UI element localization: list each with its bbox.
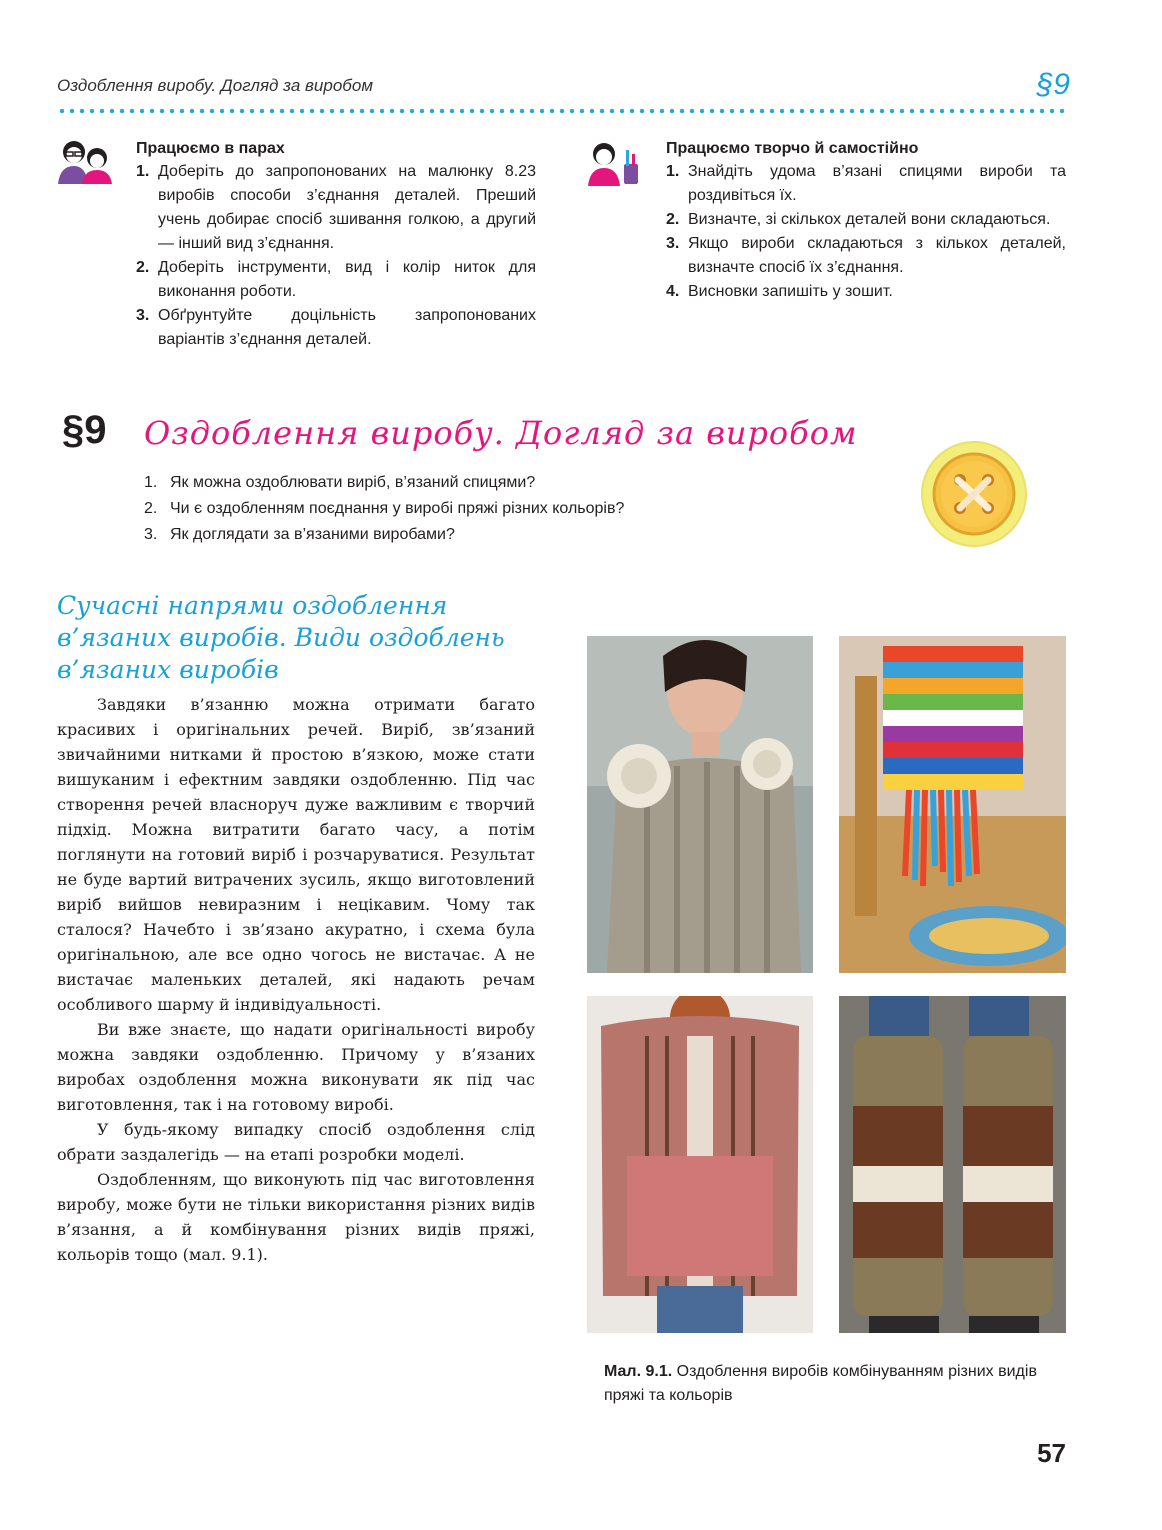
paragraph: Оздобленням, що виконують під час виготовлення виробу, може бути не тільки використання різних видів в’язання, а й комбінування різних видів пряжі, кольорів тощо (мал. 9.1). bbox=[57, 1170, 535, 1264]
photo-striped-scarf bbox=[839, 636, 1066, 973]
solo-task-box bbox=[666, 140, 1066, 304]
figure-caption-text: Оздоблення виробів комбінуванням різних видів пряжі та кольорів bbox=[604, 1363, 1037, 1404]
photo-leg-warmers bbox=[839, 996, 1066, 1333]
item-number: 3. bbox=[136, 307, 150, 324]
item-number: 1. bbox=[666, 163, 680, 180]
item-number: 2. bbox=[136, 259, 150, 276]
item-text: Визначте, зі скількох деталей вони складаються. bbox=[688, 211, 1051, 228]
list-item bbox=[666, 280, 1066, 304]
item-text: Висновки запишіть у зошит. bbox=[688, 283, 893, 300]
running-header-title: Оздоблення виробу. Догляд за виробом bbox=[57, 76, 373, 95]
item-text: Якщо вироби складаються з кількох деталей, визначте спосіб їх з’єднання. bbox=[688, 235, 1066, 276]
body-text bbox=[57, 692, 535, 1267]
pair-work-icon bbox=[56, 138, 116, 184]
section-number: §9 bbox=[62, 408, 107, 452]
item-text: Доберіть інструменти, вид і колір ниток для виконання роботи. bbox=[158, 259, 536, 300]
paragraph: Ви вже знаєте, що надати оригінальності виробу можна завдяки оздобленню. Причому у в’язаних виробах оздоблення можна виконувати як під час виготовлення, так і на готовому виробі. bbox=[57, 1020, 535, 1114]
item-number: 1. bbox=[136, 163, 150, 180]
question-item bbox=[144, 496, 624, 522]
intro-questions bbox=[144, 470, 624, 548]
question-text: Як можна оздоблювати виріб, в’язаний спицями? bbox=[170, 474, 536, 491]
section-title: Оздоблення виробу. Догляд за виробом bbox=[144, 414, 858, 452]
list-item bbox=[136, 160, 536, 256]
figure-label: Мал. 9.1. bbox=[604, 1363, 673, 1380]
list-item bbox=[666, 160, 1066, 208]
list-item bbox=[136, 304, 536, 352]
question-text: Чи є оздобленням поєднання у виробі пряжі різних кольорів? bbox=[170, 500, 625, 517]
paragraph: У будь-якому випадку спосіб оздоблення слід обрати заздалегідь — на етапі розробки моделі. bbox=[57, 1120, 535, 1164]
solo-task-list bbox=[666, 160, 1066, 304]
question-number: 3. bbox=[144, 526, 158, 543]
creative-work-icon bbox=[586, 140, 644, 186]
figure-caption bbox=[604, 1360, 1066, 1408]
question-number: 2. bbox=[144, 500, 158, 517]
question-item bbox=[144, 470, 624, 496]
button-illustration bbox=[920, 440, 1028, 548]
photo-knit-vest bbox=[587, 996, 813, 1333]
list-item bbox=[136, 256, 536, 304]
item-text: Знайдіть удома в’язані спицями вироби та роздивіться їх. bbox=[688, 163, 1066, 204]
page-number: 57 bbox=[1037, 1438, 1066, 1468]
question-text: Як доглядати за в’язаними виробами? bbox=[170, 526, 455, 543]
pairs-task-box bbox=[136, 140, 536, 352]
subsection-title: Сучасні напрями оздоблення в’язаних виробів. Види оздоблень в’язаних виробів bbox=[57, 591, 505, 684]
question-number: 1. bbox=[144, 474, 158, 491]
item-number: 4. bbox=[666, 283, 680, 300]
item-text: Доберіть до запропонованих на малюнку 8.23 виробів способи з’єднання деталей. Преший учень добирає спосіб зшивання голкою, а другий — інший вид з’єднання. bbox=[158, 163, 536, 252]
list-item bbox=[666, 208, 1066, 232]
list-item bbox=[666, 232, 1066, 280]
paragraph: Завдяки в’язанню можна отримати багато красивих і оригінальних речей. Виріб, зв’язаний звичайними нитками й простою в’язкою, може стати вишуканим і ефектним завдяки оздобленню. Під час створення речей власноруч дуже важливим є творчий підхід. Можна витратити багато часу, а потім поглянути на готовий виріб і розчаруватися. Результат не буде вартий витрачених зусиль, якщо виготовлений виріб вийшов невиразним і нецікавим. Чому так сталося? Начебто і зв’язано акуратно, і схема була оригінальною, але все одно чогось не вистачає. А не вистачає маленьких деталей, які надають речам особливого шарму й індивідуальності. bbox=[57, 695, 535, 1014]
solo-task-title: Працюємо творчо й самостійно bbox=[666, 140, 919, 157]
header-dotted-divider bbox=[57, 108, 1070, 114]
pairs-task-list bbox=[136, 160, 536, 352]
photo-knit-sweater bbox=[587, 636, 813, 973]
running-header-section-mark: §9 bbox=[1036, 68, 1070, 101]
question-item bbox=[144, 522, 624, 548]
item-text: Обґрунтуйте доцільність запропонованих варіантів з’єднання деталей. bbox=[158, 307, 536, 348]
item-number: 3. bbox=[666, 235, 680, 252]
pairs-task-title: Працюємо в парах bbox=[136, 140, 285, 157]
item-number: 2. bbox=[666, 211, 680, 228]
